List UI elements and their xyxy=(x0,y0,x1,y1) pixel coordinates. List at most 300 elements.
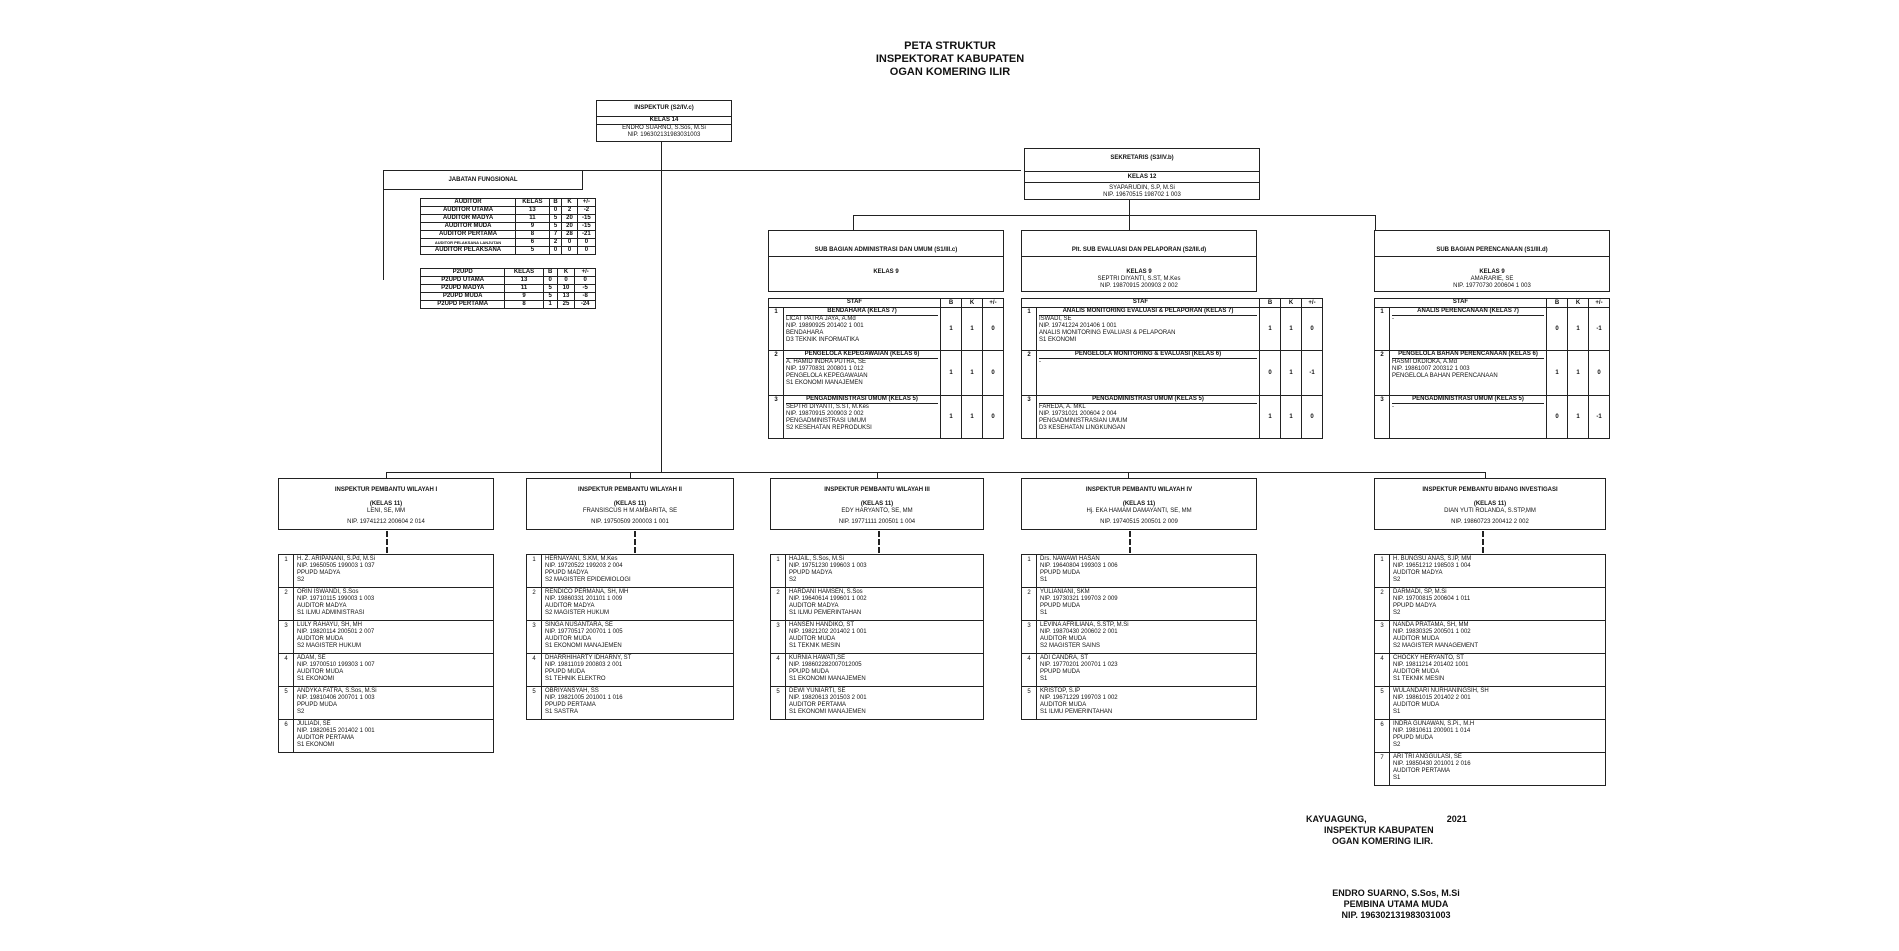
wilayah-name: LENI, SE, MM xyxy=(366,508,405,514)
wilayah-title: INSPEKTUR PEMBANTU WILAYAH I xyxy=(334,487,438,493)
table-header-row xyxy=(421,199,596,207)
member-info xyxy=(1390,654,1605,686)
staff-cell xyxy=(1390,396,1547,438)
member-list xyxy=(1374,554,1606,786)
wilayah-kelas: (KELAS 11) xyxy=(613,501,647,507)
staff-header xyxy=(769,299,1003,308)
staff-k: 1 xyxy=(1281,351,1302,395)
wilayah-box xyxy=(526,478,734,530)
member-info xyxy=(1390,753,1605,785)
inspektur-title: INSPEKTUR (S2/IV.c) xyxy=(597,101,731,117)
member-detail: HANSEN HANDIKO, ST xyxy=(789,622,855,628)
table-header-cell: B xyxy=(549,199,561,207)
staff-detail: NIP. 19741224 201406 1 001 xyxy=(1039,323,1117,329)
member-list xyxy=(770,554,984,720)
member-detail: S1 EKONOMI MANAJEMEN xyxy=(545,643,622,649)
member-detail: AUDITOR MADYA xyxy=(789,603,839,609)
table-header-cell: K xyxy=(557,269,575,277)
staff-position: PENGADMINISTRASI UMUM (KELAS 5) xyxy=(1039,396,1257,404)
staff-row xyxy=(1375,351,1609,396)
member-number: 1 xyxy=(279,555,294,587)
table-header-cell: K xyxy=(562,199,578,207)
member-detail: NANDA PRATAMA, SH, MM xyxy=(1393,622,1469,628)
staff-number: 2 xyxy=(1022,351,1037,395)
member-detail: RENDICO PERMANA, SH, MH xyxy=(545,589,629,595)
list-item xyxy=(1375,753,1605,785)
member-detail: NIP. 19861015 201402 2 001 xyxy=(1393,695,1471,701)
staff-k: 1 xyxy=(962,308,983,350)
list-item xyxy=(771,621,983,654)
list-item xyxy=(1375,720,1605,753)
member-number: 1 xyxy=(1375,555,1390,587)
member-detail: LULY RAHAYU, SH, MH xyxy=(297,622,363,628)
staff-k: 1 xyxy=(1281,396,1302,438)
staff-cell xyxy=(784,396,941,438)
table-row xyxy=(421,231,596,239)
member-detail: S1 ILMU PEMERINTAHAN xyxy=(789,610,862,616)
staff-k: 1 xyxy=(1568,396,1589,438)
member-info xyxy=(1037,588,1256,620)
staff-detail: NIP. 19770831 200801 1 012 xyxy=(786,366,864,372)
wilayah-dashed-connector xyxy=(634,531,636,553)
member-detail: PPUPD MADYA xyxy=(789,570,833,576)
staff-detail: S1 EKONOMI xyxy=(1039,337,1077,343)
table-row xyxy=(421,301,596,309)
signature-year: 2021 xyxy=(1446,814,1467,824)
member-number: 5 xyxy=(1022,687,1037,719)
member-number: 2 xyxy=(1375,588,1390,620)
wilayah-box xyxy=(1021,478,1257,530)
staff-row xyxy=(769,308,1003,351)
staff-number: 1 xyxy=(769,308,784,350)
member-detail: S1 TEKNIK MESIN xyxy=(1393,676,1445,682)
wilayah-box xyxy=(770,478,984,530)
signature-line1: INSPEKTUR KABUPATEN xyxy=(1324,825,1434,835)
wilayah-box xyxy=(1374,478,1606,530)
table-cell: 7 xyxy=(549,231,561,239)
member-detail: AUDITOR MUDA xyxy=(297,669,344,675)
table-header-cell: P2UPD xyxy=(421,269,505,277)
member-detail: NIP. 19830325 200501 1 002 xyxy=(1393,629,1471,635)
table-cell: 25 xyxy=(557,301,575,309)
sekretaris-name: SYAPARUDIN, S.P, M.Si xyxy=(1109,185,1175,191)
member-detail: PPUPD MUDA xyxy=(1040,603,1081,609)
member-detail: NIP. 19810611 200901 1 014 xyxy=(1393,728,1471,734)
member-number: 6 xyxy=(1375,720,1390,752)
staff-table xyxy=(768,298,1004,439)
staff-k: 1 xyxy=(1281,308,1302,350)
member-detail: Drs. NAWAWI HASAN xyxy=(1040,556,1100,562)
member-info xyxy=(1037,654,1256,686)
staff-cell xyxy=(784,308,941,350)
staff-number: 1 xyxy=(1022,308,1037,350)
member-detail: NIP. 19751230 199603 1 003 xyxy=(789,563,867,569)
staff-k: 1 xyxy=(962,396,983,438)
member-info xyxy=(1390,555,1605,587)
member-number: 3 xyxy=(771,621,786,653)
table-cell: -21 xyxy=(577,231,595,239)
staff-b: 0 xyxy=(1260,351,1281,395)
table-header-row xyxy=(421,269,596,277)
member-detail: S1 xyxy=(1393,775,1401,781)
member-info xyxy=(786,654,983,686)
member-detail: S2 MAGISTER MANAGEMENT xyxy=(1393,643,1479,649)
member-number: 3 xyxy=(279,621,294,653)
member-detail: PPUPD PERTAMA xyxy=(545,702,596,708)
table-cell: 5 xyxy=(543,285,557,293)
list-item xyxy=(279,654,493,687)
staff-b: 1 xyxy=(1260,396,1281,438)
staff-diff: 0 xyxy=(991,325,995,332)
member-detail: DEWI YUNIARTI, SE xyxy=(789,688,846,694)
staff-cell xyxy=(1037,308,1260,350)
staff-row xyxy=(769,351,1003,396)
member-detail: AUDITOR PERTAMA xyxy=(297,735,355,741)
sekretaris-nip: NIP. 19670515 198702 1 003 xyxy=(1103,192,1181,198)
table-cell: -15 xyxy=(577,223,595,231)
member-detail: AUDITOR MUDA xyxy=(789,636,836,642)
list-item xyxy=(527,588,733,621)
wilayah-name: EDY HARYANTO, SE, MM xyxy=(841,508,913,514)
table-cell: 9 xyxy=(505,293,543,301)
table-cell: 0 xyxy=(577,239,595,247)
member-detail: AUDITOR PERTAMA xyxy=(789,702,847,708)
staff-number: 3 xyxy=(1375,396,1390,438)
staff-detail: PENGELOLA KEPEGAWAIAN xyxy=(786,373,868,379)
member-detail: NIP. 19700815 200604 1 011 xyxy=(1393,596,1471,602)
table-cell: 5 xyxy=(549,223,561,231)
table-cell: P2UPD PERTAMA xyxy=(421,301,505,309)
table-cell: 2 xyxy=(549,239,561,247)
wilayah-name: DIAN YUTI ROLANDA, S.STP,MM xyxy=(1444,508,1536,514)
member-detail: NIP. 19650505 199003 1 037 xyxy=(297,563,375,569)
wilayah-nip: NIP. 19771111 200501 1 004 xyxy=(838,519,916,525)
member-info xyxy=(542,687,733,719)
member-number: 5 xyxy=(771,687,786,719)
table-cell: 13 xyxy=(516,207,550,215)
staff-position: PENGELOLA MONITORING & EVALUASI (KELAS 6) xyxy=(1039,351,1257,359)
wilayah-nip: NIP. 19740515 200501 2 009 xyxy=(1100,519,1178,525)
subbag-kelas: KELAS 9 xyxy=(1126,269,1152,275)
member-info xyxy=(542,621,733,653)
subbag-kelas: KELAS 9 xyxy=(1479,269,1505,275)
member-detail: YULIANIANI, SKM xyxy=(1040,589,1090,595)
staff-position: ANALIS MONITORING EVALUASI & PELAPORAN (KELAS 7) xyxy=(1039,308,1257,316)
staff-diff: 0 xyxy=(991,413,995,420)
member-info xyxy=(294,555,493,587)
member-detail: KRISTOP, S.IP xyxy=(1040,688,1081,694)
member-detail: OBRIYANSYAH, SS xyxy=(545,688,599,694)
table-cell: -15 xyxy=(577,215,595,223)
staff-detail: PENGELOLA BAHAN PERENCANAAN xyxy=(1392,373,1498,379)
staff-table xyxy=(1021,298,1323,439)
staff-detail: FAREDA, A. MKL xyxy=(1039,404,1086,410)
staff-number: 3 xyxy=(1022,396,1037,438)
member-detail: S2 xyxy=(1393,577,1401,583)
member-detail: ARI TRI ANGGULASI, SE xyxy=(1393,754,1462,760)
table-cell: 13 xyxy=(557,293,575,301)
member-info xyxy=(786,687,983,719)
inspektur-nip: NIP. 196302131983031003 xyxy=(627,132,701,138)
staff-detail: ISWADI, SE xyxy=(1039,316,1072,322)
member-detail: JULIADI, SE xyxy=(297,721,331,727)
fungsional-title: JABATAN FUNGSIONAL xyxy=(448,177,518,183)
member-detail: SINGA NUSANTARA, SE xyxy=(545,622,613,628)
staff-detail: PENGADMINISTRASIAN UMUM xyxy=(1039,418,1128,424)
member-detail: AUDITOR MUDA xyxy=(1040,702,1087,708)
table-cell: 0 xyxy=(543,277,557,285)
subbag-title: Plt. SUB EVALUASI DAN PELAPORAN (S2/III.d) xyxy=(1022,231,1256,257)
subbag-nip: NIP. 19870915 200903 2 002 xyxy=(1100,283,1178,289)
list-item xyxy=(1375,555,1605,588)
connector-wilayah-h xyxy=(386,472,1486,473)
subbag-name: SEPTRI DIYANTI, S.ST, M.Kes xyxy=(1097,276,1181,282)
signature-rank: PEMBINA UTAMA MUDA xyxy=(1343,899,1449,909)
member-detail: PPUPD MUDA xyxy=(789,669,830,675)
staff-position: PENGADMINISTRASI UMUM (KELAS 5) xyxy=(1392,396,1544,404)
member-detail: NIP. 19671229 199703 1 002 xyxy=(1040,695,1118,701)
staff-cell xyxy=(1037,396,1260,438)
staff-position: PENGELOLA BAHAN PERENCANAAN (KELAS 6) xyxy=(1392,351,1544,359)
member-detail: KURNIA HAWATI,SE xyxy=(789,655,846,661)
connector-subbag3-v xyxy=(1375,215,1376,230)
list-item xyxy=(1375,654,1605,687)
member-detail: AUDITOR MUDA xyxy=(1393,669,1440,675)
wilayah-dashed-connector xyxy=(1129,531,1131,553)
member-detail: HERNAYANI, S.KM, M.Kes xyxy=(545,556,618,562)
member-list xyxy=(278,554,494,753)
staff-row xyxy=(769,396,1003,438)
table-cell: 11 xyxy=(505,285,543,293)
staff-number: 3 xyxy=(769,396,784,438)
table-row xyxy=(421,293,596,301)
list-item xyxy=(279,555,493,588)
member-detail: INDRA GUNAWAN, S.Pi., M.H xyxy=(1393,721,1475,727)
p2upd-table xyxy=(420,268,596,309)
staff-detail: NIP. 19731021 200604 2 004 xyxy=(1039,411,1117,417)
wilayah-dashed-connector xyxy=(878,531,880,553)
table-row xyxy=(421,207,596,215)
table-cell: 2 xyxy=(562,207,578,215)
list-item xyxy=(279,687,493,720)
staff-position: BENDAHARA (KELAS 7) xyxy=(786,308,938,316)
list-item xyxy=(1022,687,1256,719)
wilayah-nip: NIP. 19860723 200412 2 002 xyxy=(1451,519,1529,525)
member-detail: ANDYKA FATRA, S.Sos, M.Si xyxy=(297,688,377,694)
table-cell: AUDITOR PELAKSANA LANJUTAN xyxy=(421,239,516,247)
staff-header-label: STAF xyxy=(1022,299,1260,307)
member-number: 7 xyxy=(1375,753,1390,785)
staff-header-diff: +/- xyxy=(1308,299,1316,306)
staff-detail: NIP. 19861007 200312 1 003 xyxy=(1392,366,1470,372)
member-info xyxy=(1037,555,1256,587)
member-detail: PPUPD MUDA xyxy=(1040,669,1081,675)
list-item xyxy=(527,687,733,719)
member-number: 3 xyxy=(1375,621,1390,653)
wilayah-kelas: (KELAS 11) xyxy=(1473,501,1507,507)
list-item xyxy=(1022,621,1256,654)
staff-detail: - xyxy=(1392,404,1394,410)
member-detail: NIP. 19730321 199703 2 009 xyxy=(1040,596,1118,602)
member-detail: S2 xyxy=(1393,742,1401,748)
list-item xyxy=(771,654,983,687)
staff-detail: BENDAHARA xyxy=(786,330,824,336)
member-detail: LEVINA AFRILIANA, S.STP, M.Si xyxy=(1040,622,1129,628)
wilayah-title: INSPEKTUR PEMBANTU BIDANG INVESTIGASI xyxy=(1422,487,1558,493)
table-row xyxy=(421,239,596,247)
member-number: 3 xyxy=(527,621,542,653)
member-detail: NIP. 19811019 200803 2 001 xyxy=(545,662,623,668)
staff-header xyxy=(1022,299,1322,308)
member-list xyxy=(526,554,734,720)
staff-diff: 0 xyxy=(991,369,995,376)
table-cell: 1 xyxy=(543,301,557,309)
title-line-1: PETA STRUKTUR xyxy=(904,40,996,52)
member-number: 5 xyxy=(1375,687,1390,719)
table-cell: 0 xyxy=(575,277,596,285)
staff-header-k: K xyxy=(1568,299,1589,307)
member-number: 4 xyxy=(527,654,542,686)
member-detail: DHARRHIHARTY IDHARNY, ST xyxy=(545,655,632,661)
member-detail: NIP. 19770201 200701 1 023 xyxy=(1040,662,1118,668)
member-number: 4 xyxy=(1375,654,1390,686)
staff-position: PENGELOLA KEPEGAWAIAN (KELAS 6) xyxy=(786,351,938,359)
staff-detail: - xyxy=(1039,359,1041,365)
subbag-nip: NIP. 19770730 200604 1 003 xyxy=(1453,283,1531,289)
staff-k: 1 xyxy=(1568,351,1589,395)
member-detail: NIP. 19810406 200701 1 003 xyxy=(297,695,375,701)
list-item xyxy=(527,654,733,687)
staff-diff: -1 xyxy=(1596,325,1602,332)
wilayah-nip: NIP. 19750509 200003 1 001 xyxy=(591,519,669,525)
member-number: 1 xyxy=(527,555,542,587)
member-detail: PPUPD MUDA xyxy=(297,702,338,708)
staff-cell xyxy=(1390,308,1547,350)
member-detail: AUDITOR MADYA xyxy=(297,603,347,609)
staff-detail: LICAT PATRA JAYA, A.Md xyxy=(786,316,856,322)
table-cell: -24 xyxy=(575,301,596,309)
member-info xyxy=(294,687,493,719)
table-cell: 20 xyxy=(562,215,578,223)
staff-number: 2 xyxy=(1375,351,1390,395)
member-number: 1 xyxy=(1022,555,1037,587)
staff-detail: - xyxy=(1392,316,1394,322)
staff-row xyxy=(1375,396,1609,438)
table-header-cell: +/- xyxy=(577,199,595,207)
staff-header-k: K xyxy=(1281,299,1302,307)
subbag-box xyxy=(768,230,1004,292)
member-detail: S2 xyxy=(1393,610,1401,616)
table-cell: 0 xyxy=(549,207,561,215)
member-detail: PPUPD MUDA xyxy=(1040,570,1081,576)
staff-b: 1 xyxy=(941,396,962,438)
staff-number: 1 xyxy=(1375,308,1390,350)
member-detail: HAJAIL, S.Sos, M.Si xyxy=(789,556,845,562)
member-detail: AUDITOR MUDA xyxy=(545,636,592,642)
staff-b: 1 xyxy=(941,351,962,395)
staff-diff: -1 xyxy=(1309,369,1315,376)
table-cell: AUDITOR UTAMA xyxy=(421,207,516,215)
member-detail: NIP. 19860331 201101 1 009 xyxy=(545,596,623,602)
member-detail: NIP. 198602282007012005 xyxy=(789,662,862,668)
member-number: 4 xyxy=(1022,654,1037,686)
member-list xyxy=(1021,554,1257,720)
member-info xyxy=(542,588,733,620)
wilayah-dashed-connector xyxy=(386,531,388,553)
staff-header xyxy=(1375,299,1609,308)
inspektur-name: ENDRO SUARNO, S.Sos, M.Si xyxy=(622,125,706,131)
list-item xyxy=(771,588,983,621)
member-detail: NIP. 19821202 201402 1 001 xyxy=(789,629,867,635)
member-info xyxy=(1037,621,1256,653)
staff-b: 0 xyxy=(1547,308,1568,350)
staff-b: 0 xyxy=(1547,396,1568,438)
member-number: 2 xyxy=(771,588,786,620)
list-item xyxy=(1022,654,1256,687)
table-cell: P2UPD MUDA xyxy=(421,293,505,301)
member-number: 1 xyxy=(771,555,786,587)
table-header-cell: +/- xyxy=(575,269,596,277)
member-detail: NIP. 19821005 201001 1 016 xyxy=(545,695,623,701)
member-detail: S1 EKONOMI xyxy=(297,676,335,682)
list-item xyxy=(771,555,983,588)
member-detail: S1 TEHNIK ELEKTRO xyxy=(545,676,606,682)
member-detail: AUDITOR MUDA xyxy=(1393,636,1440,642)
staff-detail: S1 EKONOMI MANAJEMEN xyxy=(786,380,863,386)
member-detail: NIP. 19770517 200701 1 005 xyxy=(545,629,623,635)
member-info xyxy=(542,654,733,686)
member-number: 4 xyxy=(279,654,294,686)
signature-official xyxy=(1306,888,1486,921)
staff-header-diff: +/- xyxy=(989,299,997,306)
wilayah-kelas: (KELAS 11) xyxy=(369,501,403,507)
member-detail: S2 MAGISTER HUKUM xyxy=(545,610,610,616)
staff-header-label: STAF xyxy=(769,299,941,307)
staff-position: PENGADMINISTRASI UMUM (KELAS 5) xyxy=(786,396,938,404)
table-row xyxy=(421,223,596,231)
staff-b: 1 xyxy=(1260,308,1281,350)
list-item xyxy=(527,555,733,588)
staff-diff: 0 xyxy=(1310,413,1314,420)
staff-detail: ANALIS MONITORING EVALUASI & PELAPORAN xyxy=(1039,330,1176,336)
chart-title xyxy=(850,40,1050,79)
member-detail: WULANDARI NURHANINGSIH, SH xyxy=(1393,688,1489,694)
subbag-box xyxy=(1021,230,1257,292)
staff-cell xyxy=(784,351,941,395)
member-detail: PPUPD MADYA xyxy=(297,570,341,576)
sekretaris-title: SEKRETARIS (S3/IV.b) xyxy=(1025,149,1259,172)
staff-header-diff: +/- xyxy=(1595,299,1603,306)
member-info xyxy=(542,555,733,587)
table-header-cell: B xyxy=(543,269,557,277)
member-info xyxy=(786,555,983,587)
member-detail: NIP. 19720522 199203 2 004 xyxy=(545,563,623,569)
member-detail: DARMADI, SP, M.Si xyxy=(1393,589,1447,595)
staff-k: 1 xyxy=(962,351,983,395)
member-detail: NIP. 19820613 201503 2 001 xyxy=(789,695,867,701)
connector-to-sekretaris xyxy=(661,170,1021,171)
inspektur-box xyxy=(596,100,732,142)
wilayah-name: FRANSISCUS H M AMBARITA, SE xyxy=(582,508,678,514)
subbag-title: SUB BAGIAN ADMINISTRASI DAN UMUM (S1/III.c) xyxy=(769,231,1003,257)
staff-detail: NIP. 19890925 201402 1 001 xyxy=(786,323,864,329)
table-cell: 6 xyxy=(516,239,550,247)
table-cell: 8 xyxy=(505,301,543,309)
member-detail: ADI CANDRA, ST xyxy=(1040,655,1089,661)
staff-cell xyxy=(1037,351,1260,395)
staff-diff: 0 xyxy=(1310,325,1314,332)
staff-header-label: STAF xyxy=(1375,299,1547,307)
